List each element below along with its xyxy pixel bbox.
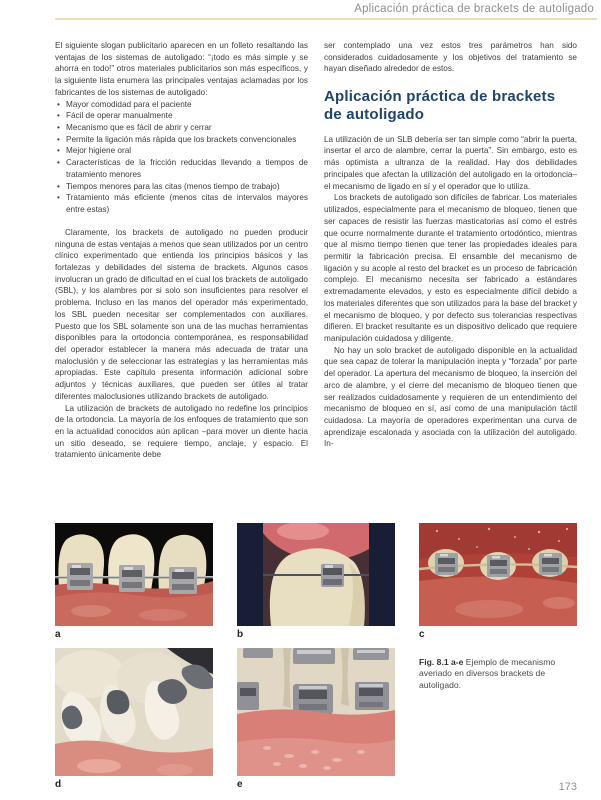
header-rule	[55, 18, 597, 20]
text-columns	[55, 40, 577, 520]
bullet-item: • Tiempos menores para las citas (menos tiempo de trabajo)	[55, 181, 308, 193]
section-heading: Aplicación práctica de brackets de autoligado	[324, 88, 556, 124]
figure-cell-a	[55, 523, 213, 641]
bullet-item: • Mecanismo que es fácil de abrir y cerrar	[55, 122, 308, 134]
figure-label-a: a	[55, 629, 61, 640]
bullet-item: • Características de la fricción reducidas llevando a tiempos de tratamiento menores	[55, 157, 308, 180]
figure-caption-cell	[419, 648, 577, 791]
clinical-photo-e	[237, 648, 395, 776]
paragraph-utilizacion: La utilización de brackets de autoligado no redefine los principios de la ortodoncia. La mayoría de los enfoques de tratamiento que son en la actualidad conocidos aún aplican –para mover un diente hacia un sitio deseado, se requiere tiempo, anclaje, y espacio. El tratamiento únicamente debe	[55, 403, 308, 460]
figure-caption	[419, 657, 577, 693]
figure-cell-b	[237, 523, 395, 641]
paragraph-intro: El siguiente slogan publicitario aparecen en un folleto resaltando las ventajas de los sistemas de autoligado: “¡todo es más simple y se ahorra en todo!” otros materiales publicitarios son más específicos, y la siguiente lista enumera las principales ventajas aclamadas por los fabricantes de los sistemas de autoligado:	[55, 41, 308, 97]
bullet-item: • Mayor comodidad para el paciente	[55, 99, 308, 111]
figure-label-e: e	[237, 779, 243, 790]
clinical-photo-a	[55, 523, 213, 626]
bullet-item: • Permite la ligación más rápida que los brackets convencionales	[55, 134, 308, 146]
figure-cell-e	[237, 648, 395, 791]
figure-label-b: b	[237, 629, 244, 640]
bullet-item: • Fácil de operar manualmente	[55, 110, 308, 122]
figure-label-c: c	[419, 629, 425, 640]
paragraph-slb: La utilización de un SLB debería ser tan simple como “abrir la puerta, insertar el arco de alambre, cerrar la puerta”. Sin embargo, esto es más optimista a ultranza de la realidad. Hay dos debilidades principales que afectan la utilización del autoligado en la ortodoncia– el mecanismo de ligado en sí y el operador que lo utiliza.	[324, 134, 577, 191]
figure-caption-text: Ejemplo de mecanismo averiado en diversos brackets de autoligado.	[419, 656, 556, 691]
figure-8-1	[55, 523, 577, 791]
figure-caption-lead: Fig. 8.1 a-e	[419, 656, 464, 667]
bullet-item: • Mejor higiene oral	[55, 145, 308, 157]
clinical-photo-a-image	[55, 523, 213, 626]
advantages-bullet-list	[55, 99, 308, 216]
figure-grid	[55, 523, 577, 791]
right-column	[324, 40, 577, 520]
clinical-photo-d	[55, 648, 213, 776]
figure-label-d: d	[55, 779, 62, 790]
clinical-photo-b	[237, 523, 395, 626]
clinical-photo-d-image	[55, 648, 213, 776]
paragraph-continuation: ser contemplado una vez estos tres parámetros han sido considerados cuidadosamente y los objetivos del tratamiento se hayan diseñado alrededor de estos.	[324, 41, 577, 74]
figure-cell-d	[55, 648, 213, 791]
page-number: 173	[558, 781, 577, 793]
paragraph-fabricar: Los brackets de autoligado son difíciles de fabricar. Los materiales utilizados, especialmente para el mecanismo de bloqueo, tienen que ser capaces de resistir las fuerzas masticatorias así como el estrés que ocurre normalmente durante el tratamiento ortodóntico, mientras que al mismo tiempo tienen que tener las propiedades ideales para permitir la fabricación precisa. El ensamble del mecanismo de ligación y su acople al resto del bracket es un proceso de fabricación complejo. El mecanismo necesita ser fabricado a estándares extremadamente elevados, y esto es especialmente difícil debido a los materiales diferentes que son utilizados para la base del bracket y el mecanismo de bloqueo, y por defecto sus tolerancias respectivas difieren. El bracket resultante es un dispositivo delicado que requiere manipulación cuidadosa y diligente.	[324, 193, 577, 343]
paragraph-manipulacion: No hay un solo bracket de autoligado disponible en la actualidad que sea capaz de tolerar la manipulación inepta y “forzada” por parte del operador. La apertura del mecanismo de bloqueo, la inserción del arco de alambre, y el cierre del mecanismo de bloqueo tienen que ser realizados cuidadosamente y requieren de un entendimiento del mecanismo de bloqueo en sí, así como de una manipulación táctil cuidadosa. La mayoría de operadores experimentan una curva de aprendizaje escalonada y asociada con la utilización del autoligado. In-	[324, 345, 577, 449]
bullet-item: • Tratamiento más eficiente (menos citas de intervalos mayores entre estas)	[55, 192, 308, 215]
figure-cell-c	[419, 523, 577, 641]
running-head: Aplicación práctica de brackets de autoligado	[354, 3, 594, 15]
clinical-photo-e-image	[237, 648, 395, 776]
clinical-photo-b-image	[237, 523, 395, 626]
clinical-photo-c-image	[419, 523, 577, 626]
left-column	[55, 40, 308, 520]
clinical-photo-c	[419, 523, 577, 626]
paragraph-claramente: Claramente, los brackets de autoligado no pueden producir ninguna de estas ventajas a menos que sean utilizados por un centro clínico experimentado que entienda los principios básicos y las fortalezas y debilidades del sistema de brackets. Algunos casos involucran un grado de dificultad en el cual los brackets de autoligado (SBL), y los alambres por si solo son insuficientes para resolver el problema. Incluso en las manos del operador más experimentado, los SBL pueden necesitar ser complementados con auxiliares. Puesto que los SBL solamente son una de las muchas herramientas disponibles para la ortodoncia contemporánea, es responsabilidad del operador establecer la manera más adecuada de tratar una maloclusión y de seleccionar las estrategias y las herramientas más apropiadas. Este capítulo presenta información adicional sobre adjuntos y técnicas auxiliares, que pueden ser útiles al tratar diferentes maloclusiones utilizando brackets de autoligado.	[55, 227, 308, 401]
